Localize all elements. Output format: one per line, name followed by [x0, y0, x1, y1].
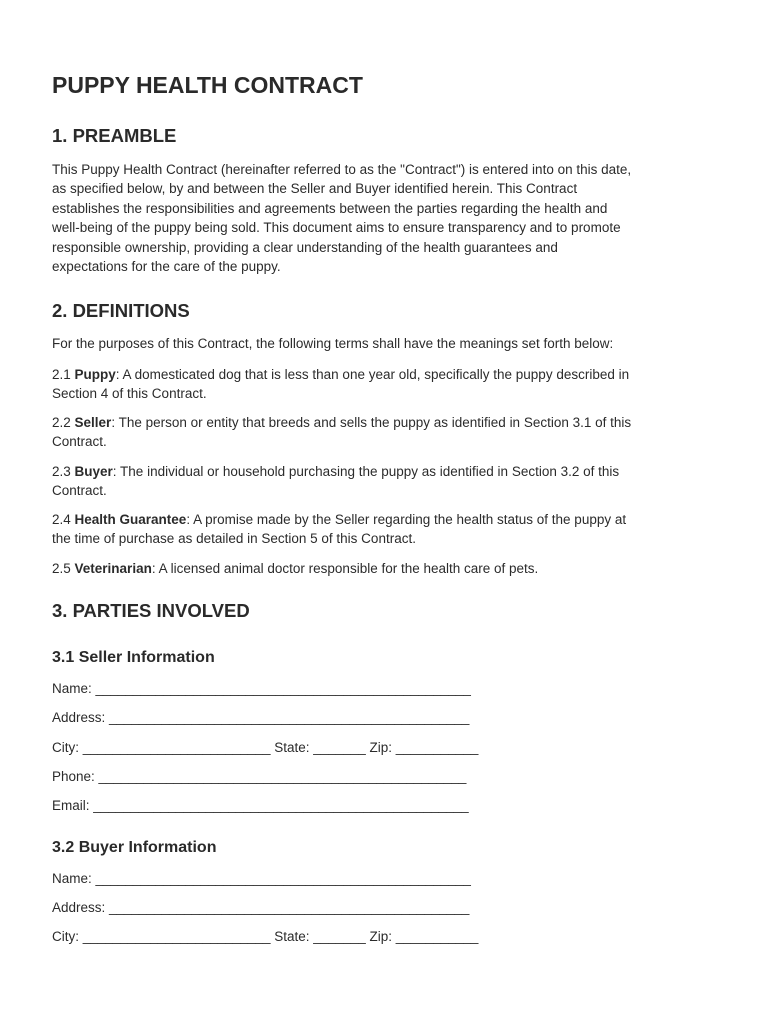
- definition-text: : A domesticated dog that is less than one year old, specifically the puppy described in: [115, 367, 630, 382]
- definition-item-buyer: [52, 462, 722, 501]
- definition-text: : A promise made by the Seller regarding the health status of the puppy at: [186, 512, 627, 527]
- definition-text-continued: the time of purchase as detailed in Section 5 of this Contract.: [52, 531, 416, 547]
- definition-term: Health Guarantee: [74, 512, 187, 527]
- definition-item-seller: [52, 413, 722, 452]
- paragraph-line: well-being of the puppy being sold. This document aims to ensure transparency and to promote: [52, 220, 621, 236]
- definition-text: : The person or entity that breeds and sells the puppy as identified in Section 3.1 of this: [111, 415, 632, 430]
- buyer-address-field[interactable]: Address: ________________________________________________: [52, 900, 470, 915]
- definition-term: Veterinarian: [74, 561, 152, 576]
- definition-number: 2.1: [52, 367, 75, 382]
- buyer-name-field[interactable]: Name: __________________________________________________: [52, 871, 471, 886]
- seller-city-state-zip-field[interactable]: City: _________________________ State: _______ Zip: ___________: [52, 740, 479, 755]
- definition-item-health-guarantee: [52, 510, 722, 549]
- paragraph-line: as specified below, by and between the Seller and Buyer identified herein. This Contract: [52, 181, 578, 197]
- paragraph-line: This Puppy Health Contract (hereinafter referred to as the "Contract") is entered into on this date,: [52, 162, 632, 177]
- definition-term: Puppy: [74, 367, 116, 382]
- section-heading-preamble: 1. PREAMBLE: [52, 125, 177, 146]
- definition-number: 2.3: [52, 464, 75, 479]
- paragraph-line: establishes the responsibilities and agreements between the parties regarding the health and: [52, 200, 608, 216]
- definition-text-continued: Contract.: [52, 434, 107, 450]
- definition-term: Seller: [74, 415, 112, 430]
- definition-number: 2.4: [52, 512, 75, 527]
- definitions-intro: For the purposes of this Contract, the following terms shall have the meanings set forth below:: [52, 336, 614, 351]
- seller-name-field[interactable]: Name: __________________________________________________: [52, 681, 471, 696]
- definition-number: 2.5: [52, 561, 75, 576]
- definition-term: Buyer: [74, 464, 113, 479]
- definition-item-veterinarian: [52, 559, 722, 578]
- definition-number: 2.2: [52, 415, 75, 430]
- subsection-heading-seller: 3.1 Seller Information: [52, 649, 215, 666]
- document-title: PUPPY HEALTH CONTRACT: [52, 72, 363, 98]
- section-heading-definitions: 2. DEFINITIONS: [52, 300, 190, 321]
- seller-phone-field[interactable]: Phone: _________________________________________________: [52, 769, 467, 784]
- seller-address-field[interactable]: Address: ________________________________________________: [52, 710, 470, 725]
- definition-text-continued: Contract.: [52, 483, 107, 499]
- section-heading-parties: 3. PARTIES INVOLVED: [52, 600, 250, 621]
- definition-text: : A licensed animal doctor responsible for the health care of pets.: [151, 561, 539, 576]
- paragraph-line: responsible ownership, providing a clear understanding of the health guarantees and: [52, 239, 558, 255]
- preamble-paragraph: [52, 160, 722, 276]
- paragraph-line: expectations for the care of the puppy.: [52, 259, 281, 275]
- buyer-city-state-zip-field[interactable]: City: _________________________ State: _______ Zip: ___________: [52, 929, 479, 944]
- definition-item-puppy: [52, 365, 722, 404]
- definition-text: : The individual or household purchasing the puppy as identified in Section 3.2 of this: [112, 464, 620, 479]
- seller-email-field[interactable]: Email: __________________________________________________: [52, 798, 469, 813]
- definition-text-continued: Section 4 of this Contract.: [52, 386, 207, 402]
- subsection-heading-buyer: 3.2 Buyer Information: [52, 839, 217, 856]
